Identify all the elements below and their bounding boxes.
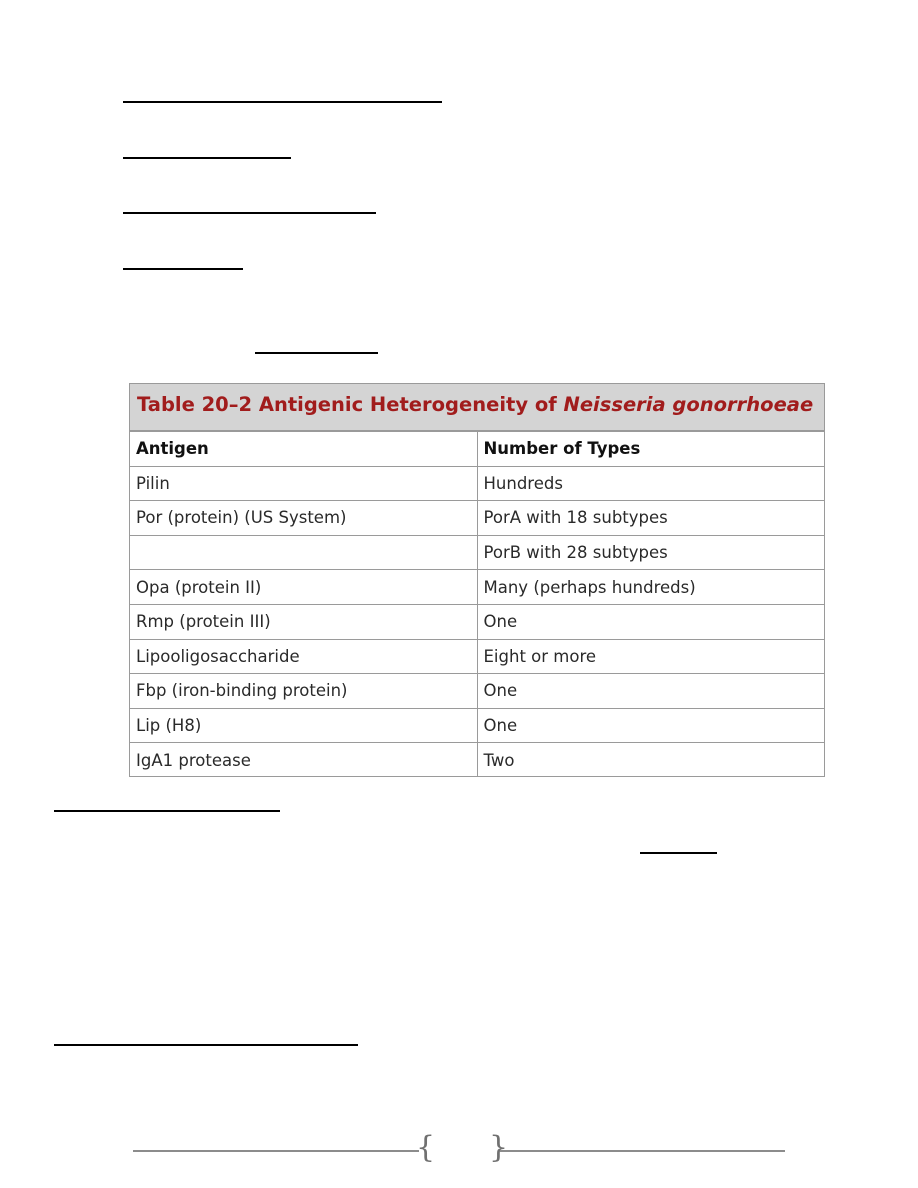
antigen-cell: Opa (protein II) xyxy=(130,570,477,605)
table-row xyxy=(130,639,824,674)
types-cell: One xyxy=(477,708,824,743)
table-row xyxy=(130,570,824,605)
antigen-cell: Lip (H8) xyxy=(130,708,477,743)
table-row xyxy=(130,604,824,639)
types-cell: Two xyxy=(477,743,824,778)
underline-rule-3 xyxy=(123,212,376,214)
table-caption xyxy=(130,384,824,431)
footer-line-right xyxy=(500,1150,785,1152)
types-cell: Many (perhaps hundreds) xyxy=(477,570,824,605)
types-cell: One xyxy=(477,674,824,709)
antigen-cell: Por (protein) (US System) xyxy=(130,501,477,536)
types-cell: PorA with 18 subtypes xyxy=(477,501,824,536)
antigen-cell: Fbp (iron-binding protein) xyxy=(130,674,477,709)
footer-left-brace: { xyxy=(416,1130,436,1165)
table-row xyxy=(130,674,824,709)
underline-rule-4 xyxy=(123,268,243,270)
column-header-antigen: Antigen xyxy=(130,432,477,467)
types-cell: Eight or more xyxy=(477,639,824,674)
antigen-table xyxy=(129,383,825,777)
underline-rule-7 xyxy=(640,852,717,854)
antigen-cell: Lipooligosaccharide xyxy=(130,639,477,674)
underline-rule-6 xyxy=(54,810,280,812)
underline-rule-2 xyxy=(123,157,291,159)
table-row xyxy=(130,708,824,743)
table-body xyxy=(130,431,824,777)
footer-right-brace: } xyxy=(489,1130,509,1165)
table-caption-organism: Neisseria gonorrhoeae xyxy=(563,393,814,416)
table-header-row xyxy=(130,432,824,467)
antigen-cell: Pilin xyxy=(130,466,477,501)
footer-line-left xyxy=(133,1150,419,1152)
types-cell: Hundreds xyxy=(477,466,824,501)
antigen-cell: Rmp (protein III) xyxy=(130,604,477,639)
table-row xyxy=(130,535,824,570)
types-cell: One xyxy=(477,604,824,639)
table-row xyxy=(130,743,824,778)
table-caption-prefix: Table 20–2 Antigenic Heterogeneity of xyxy=(137,393,564,416)
underline-rule-5 xyxy=(255,352,378,354)
antigen-cell: IgA1 protease xyxy=(130,743,477,778)
table-row xyxy=(130,466,824,501)
underline-rule-1 xyxy=(123,101,442,103)
antigen-cell xyxy=(130,535,477,570)
types-cell: PorB with 28 subtypes xyxy=(477,535,824,570)
table-row xyxy=(130,501,824,536)
column-header-number-of-types: Number of Types xyxy=(477,432,824,467)
underline-rule-8 xyxy=(54,1044,358,1046)
